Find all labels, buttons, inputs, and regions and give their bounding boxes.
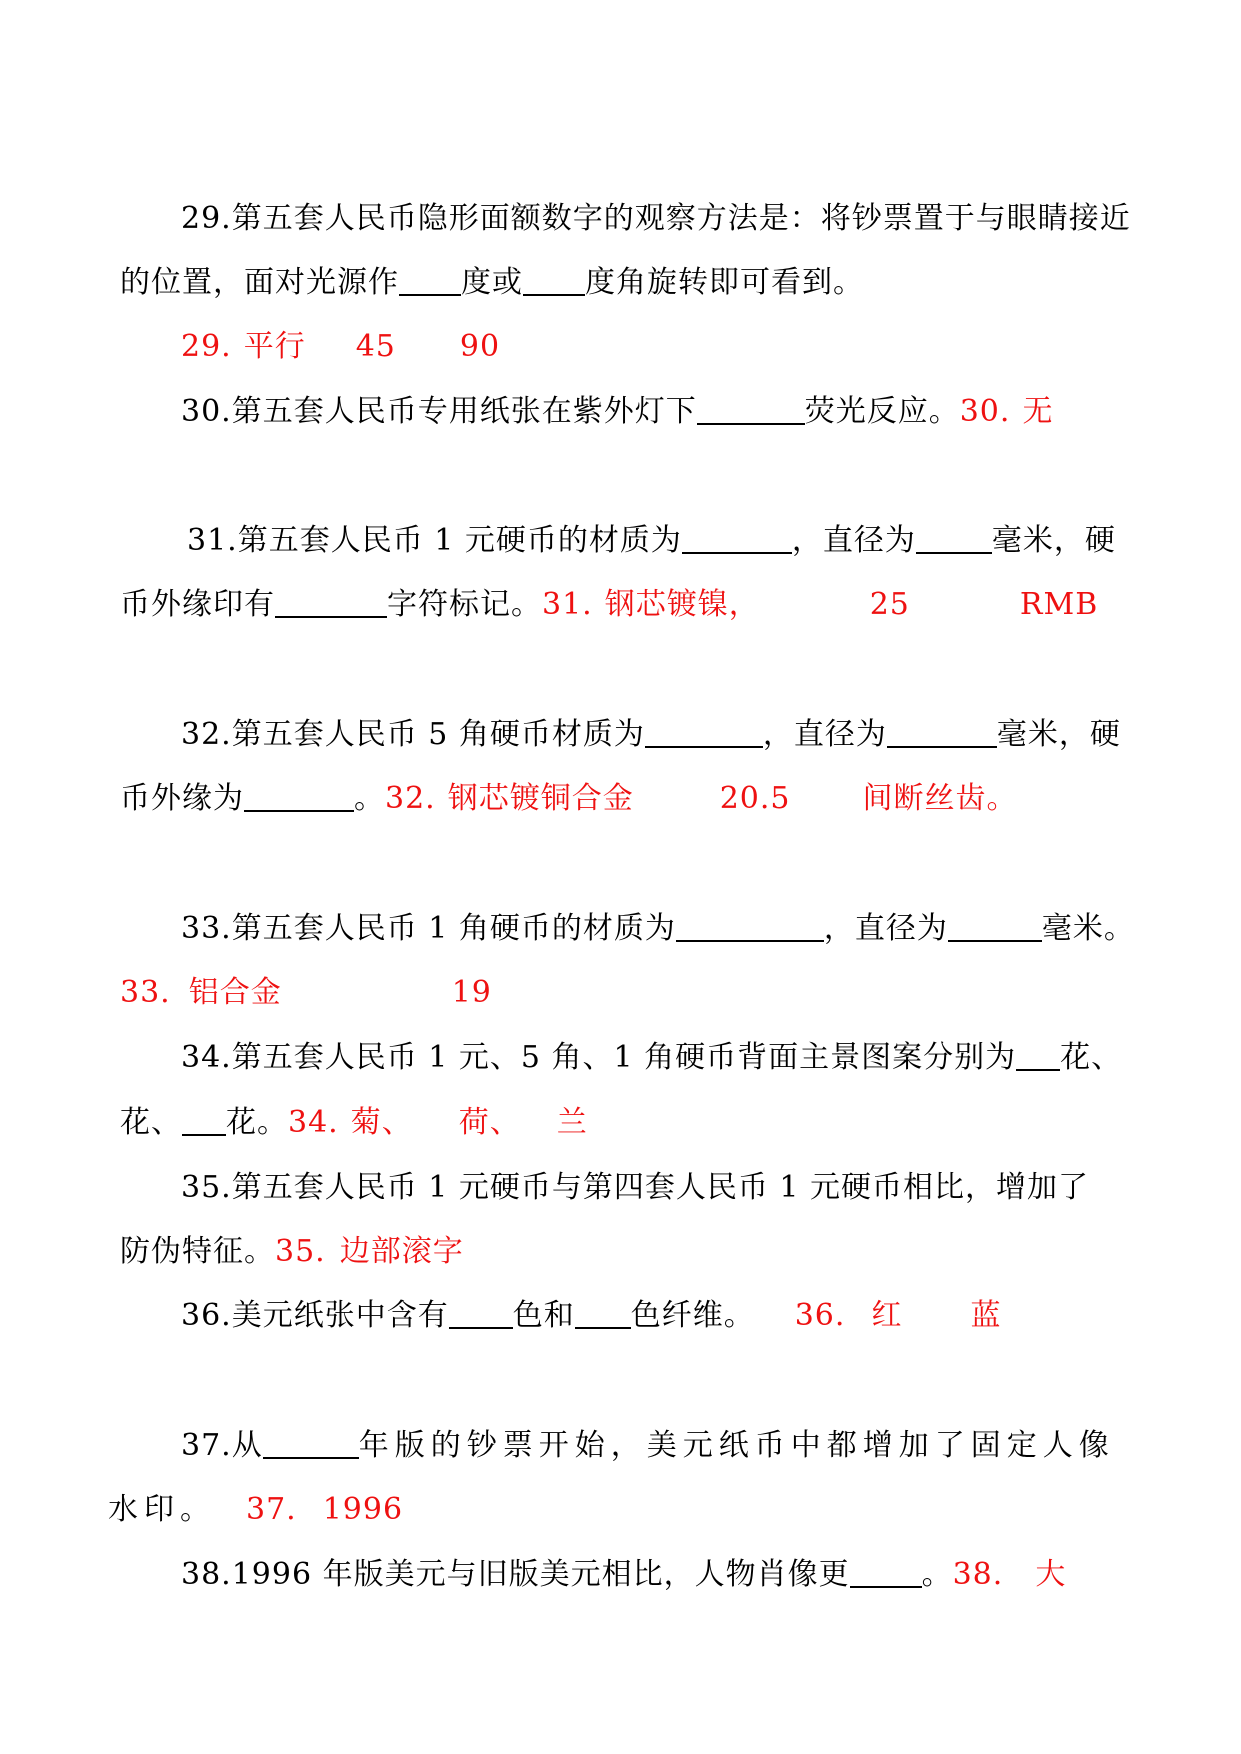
q35-line-1: [0, 1165, 1241, 1211]
q33-answer-line: [0, 970, 1241, 1016]
answer-number: 29.: [181, 329, 232, 364]
fill-blank: [916, 524, 992, 554]
q34-stem: 花、: [120, 1105, 182, 1140]
fill-blank: [523, 266, 585, 296]
q30-stem: 荧光反应。: [804, 394, 960, 429]
q38-stem: 38.1996 年版美元与旧版美元相比，人物肖像更: [181, 1557, 850, 1592]
q31-line-2: [0, 582, 1241, 628]
fill-blank: [182, 1106, 226, 1136]
q32-stem: 32.第五套人民币 5 角硬币材质为: [181, 717, 645, 752]
fill-blank: [449, 1299, 513, 1329]
q31-stem: 31.第五套人民币 1 元硬币的材质为: [187, 523, 682, 558]
q29-answer-line: [0, 324, 1241, 370]
q35-stem: 35.第五套人民币 1 元硬币与第四套人民币 1 元硬币相比，增加了: [181, 1170, 1090, 1205]
q31-stem: 字符标记。: [387, 587, 542, 622]
q35-line-2: [0, 1229, 1241, 1275]
q30-line-1: [0, 389, 1241, 435]
q32-stem: 。: [354, 781, 385, 816]
fill-blank: [676, 912, 824, 942]
q32-stem: 币外缘为: [120, 781, 244, 816]
answer-text: 红: [871, 1298, 903, 1333]
fill-blank: [645, 718, 763, 748]
q38-stem: 。: [921, 1557, 953, 1592]
answer-text: 边部滚字: [339, 1234, 464, 1269]
q30-stem: 30.第五套人民币专用纸张在紫外灯下: [181, 394, 697, 429]
q31-stem: 毫米，硬: [991, 523, 1116, 558]
answer-number: 37.: [246, 1492, 297, 1527]
q36-stem: 36.美元纸张中含有: [181, 1298, 449, 1333]
answer-text: 荷、: [458, 1105, 521, 1140]
q34-stem: 花。: [226, 1105, 288, 1140]
answer-text: 蓝: [970, 1298, 1002, 1333]
answer-number: 38.: [952, 1557, 1004, 1592]
q31-line-1: [0, 518, 1241, 564]
q33-stem: 33.第五套人民币 1 角硬币的材质为: [181, 911, 676, 946]
q31-stem: 币外缘印有: [120, 587, 275, 622]
q33-line-1: [0, 906, 1241, 952]
answer-number: 34.: [288, 1105, 339, 1140]
answer-text: 20.5: [719, 781, 791, 816]
answer-number: 31.: [542, 587, 593, 622]
q29-stem: 的位置，面对光源作: [120, 265, 399, 300]
answer-text: 45: [355, 329, 396, 364]
q31-stem: ，直径为: [791, 523, 916, 558]
answer-text: 间断丝齿。: [862, 781, 1018, 816]
answer-text: 90: [459, 329, 501, 364]
answer-text: 兰: [556, 1105, 588, 1140]
fill-blank: [697, 395, 805, 425]
q33-stem: ，直径为: [823, 911, 948, 946]
q37-stem: 37.从: [181, 1428, 263, 1463]
answer-text: 钢芯镀铜合金: [447, 781, 634, 816]
q36-stem: 色纤维。: [630, 1298, 755, 1333]
fill-blank: [399, 266, 461, 296]
q29-stem: 度角旋转即可看到。: [585, 265, 864, 300]
answer-text: RMB: [1019, 587, 1099, 622]
q38-line-1: [0, 1552, 1241, 1598]
fill-blank: [575, 1299, 631, 1329]
q37-line-2: [0, 1487, 1241, 1533]
fill-blank: [682, 524, 792, 554]
q32-line-2: [0, 776, 1241, 822]
fill-blank: [1016, 1041, 1060, 1071]
answer-text: 大: [1035, 1557, 1067, 1592]
answer-number: 32.: [385, 781, 436, 816]
fill-blank: [263, 1429, 359, 1459]
q29-line-1: [0, 196, 1241, 242]
answer-number: 30.: [959, 394, 1011, 429]
q35-stem: 防伪特征。: [120, 1234, 275, 1269]
answer-text: 1996: [322, 1492, 404, 1527]
q33-stem: 毫米。: [1041, 911, 1135, 946]
fill-blank: [275, 588, 387, 618]
q32-line-1: [0, 712, 1241, 758]
answer-number: 33.: [120, 975, 171, 1010]
q34-stem: 34.第五套人民币 1 元、5 角、1 角硬币背面主景图案分别为: [181, 1040, 1017, 1075]
answer-number: 35.: [275, 1234, 326, 1269]
answer-number: 36.: [794, 1298, 846, 1333]
q34-line-1: [0, 1035, 1241, 1081]
answer-text: 19: [451, 975, 492, 1010]
answer-text: 平行: [243, 329, 306, 364]
fill-blank: [887, 718, 997, 748]
q37-line-1: [0, 1423, 1241, 1469]
answer-text: 钢芯镀镍，: [604, 587, 760, 622]
q32-stem: 毫米，硬: [996, 717, 1121, 752]
q32-stem: ，直径为: [762, 717, 887, 752]
q36-line-1: [0, 1293, 1241, 1339]
answer-text: 25: [869, 587, 910, 622]
fill-blank: [948, 912, 1042, 942]
q34-stem: 花、: [1060, 1040, 1123, 1075]
q29-stem: 度或: [461, 265, 523, 300]
q37-stem: 年版的钞票开始，美元纸币中都增加了固定人像: [358, 1428, 1115, 1463]
answer-text: 菊、: [350, 1105, 413, 1140]
answer-text: 无: [1022, 394, 1054, 429]
fill-blank: [244, 782, 354, 812]
q34-line-2: [0, 1100, 1241, 1146]
q36-stem: 色和: [512, 1298, 575, 1333]
answer-text: 铝合金: [188, 975, 282, 1010]
fill-blank: [850, 1558, 922, 1588]
q29-stem: 29.第五套人民币隐形面额数字的观察方法是：将钞票置于与眼睛接近: [181, 201, 1131, 236]
q37-stem: 水印。: [108, 1492, 216, 1527]
q29-line-2: [0, 260, 1241, 306]
